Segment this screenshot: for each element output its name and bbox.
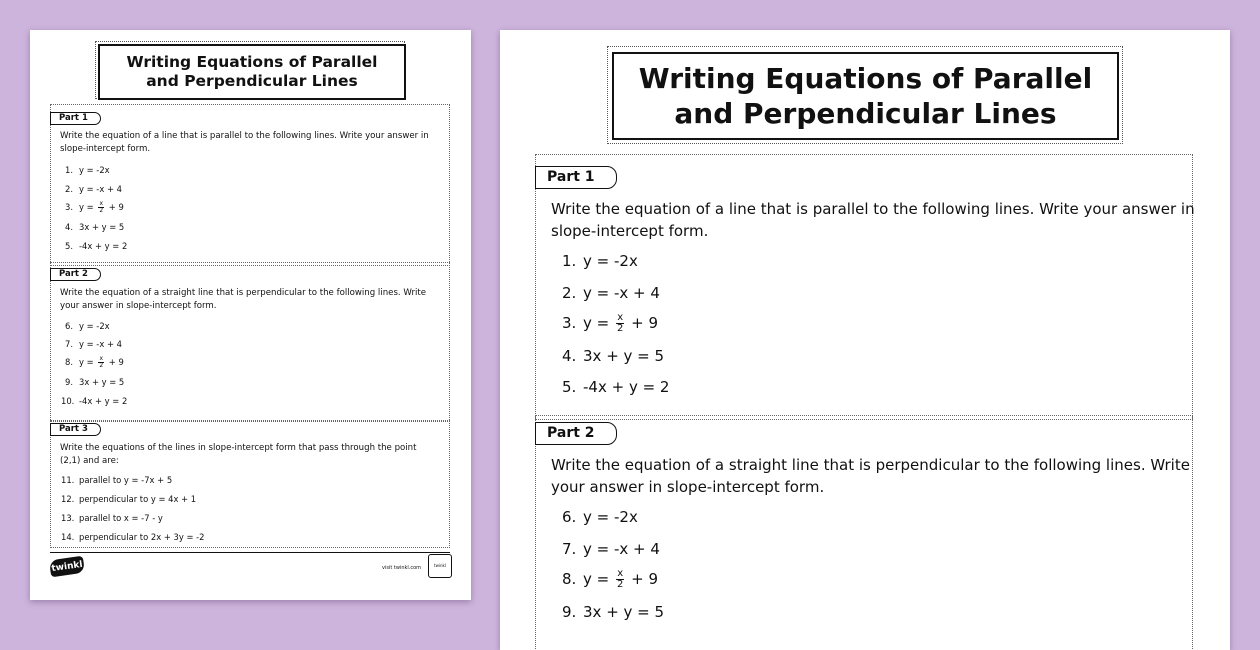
title-line-1: Writing Equations of Parallel [126, 52, 378, 71]
part-1-instruction: Write the equation of a line that is parallel to the following lines. Write your answer in slope-intercept form. [60, 131, 429, 154]
list-item: 4. 3x + y = 5 [562, 347, 665, 365]
title-line-2: and Perpendicular Lines [146, 72, 358, 90]
list-item: 12. perpendicular to y = 4x + 1 [61, 494, 197, 504]
worksheet-title [98, 44, 406, 100]
list-item: 9. 3x + y = 5 [65, 377, 125, 387]
part-2-label: Part 2 [535, 422, 617, 445]
footer-divider [50, 552, 450, 553]
fraction: $\frac{x}{2}$ [616, 312, 624, 334]
worksheet-title [612, 52, 1119, 140]
list-item: 3. y = $\frac{x}{2}$ + 9 [562, 312, 659, 334]
list-item: 14. perpendicular to 2x + 3y = -2 [61, 532, 205, 542]
footer-visit-text: visit twinkl.com [382, 565, 422, 571]
list-item: 2. y = -x + 4 [65, 184, 122, 194]
list-item: 2. y = -x + 4 [562, 284, 660, 302]
list-item: 13. parallel to x = -7 - y [61, 513, 163, 523]
list-item: 7. y = -x + 4 [562, 540, 660, 558]
list-item: 6. y = -2x [562, 508, 638, 526]
worksheet-zoomed[interactable] [500, 30, 1230, 650]
list-item: 10. -4x + y = 2 [61, 396, 128, 406]
list-item: 6. y = -2x [65, 321, 110, 331]
part-3-label: Part 3 [50, 423, 101, 436]
list-item: 3. y = $\frac{x}{2}$ + 9 [65, 200, 124, 214]
list-item: 5. -4x + y = 2 [65, 241, 128, 251]
list-item: 9. 3x + y = 5 [562, 603, 665, 621]
part-2-instruction: Write the equation of a straight line that is perpendicular to the following lines. Write your answer in slope-intercept form. [551, 456, 1190, 497]
list-item: 11. parallel to y = -7x + 5 [61, 475, 173, 485]
fraction: $\frac{x}{2}$ [616, 568, 624, 590]
list-item: 4. 3x + y = 5 [65, 222, 125, 232]
part-1-label: Part 1 [535, 166, 617, 189]
list-item: 7. y = -x + 4 [65, 339, 122, 349]
title-line-2: and Perpendicular Lines [674, 97, 1057, 130]
part-2-instruction: Write the equation of a straight line that is perpendicular to the following lines. Write your answer in slope-intercept form. [60, 288, 427, 311]
list-item: 8. y = $\frac{x}{2}$ + 9 [562, 568, 659, 590]
fraction: $\frac{x}{2}$ [99, 200, 104, 214]
title-line-1: Writing Equations of Parallel [638, 62, 1093, 95]
part-1-label: Part 1 [50, 112, 101, 125]
list-item: 1. y = -2x [562, 252, 638, 270]
part-1-instruction: Write the equation of a line that is parallel to the following lines. Write your answer in slope-intercept form. [551, 200, 1195, 241]
worksheet-thumbnail[interactable] [30, 30, 471, 600]
list-item: 1. y = -2x [65, 165, 110, 175]
twinkl-logo: twinkl [49, 556, 85, 578]
part-3-instruction: Write the equations of the lines in slope-intercept form that pass through the point (2,1) and are: [60, 443, 417, 466]
twinkl-badge-icon: twinkl [428, 554, 452, 578]
fraction: $\frac{x}{2}$ [99, 355, 104, 369]
part-2-label: Part 2 [50, 268, 101, 281]
list-item: 8. y = $\frac{x}{2}$ + 9 [65, 355, 124, 369]
list-item: 5. -4x + y = 2 [562, 378, 670, 396]
